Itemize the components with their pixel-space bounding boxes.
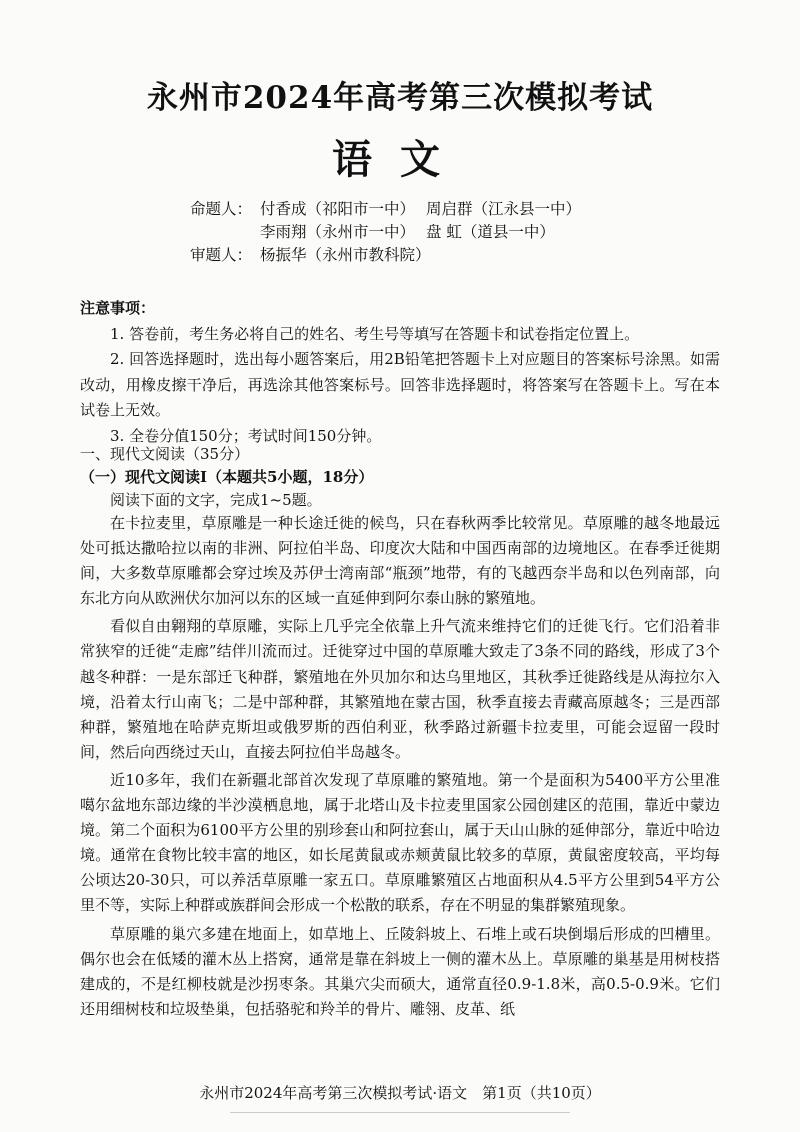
passage-paragraph: 草原雕的巢穴多建在地面上，如草地上、丘陵斜坡上、石堆上或石块倒塌后形成的凹槽里。偶尔也会在低矮的灌木丛上搭窝，通常是靠在斜坡上一侧的灌木丛上。草原雕的巢基是用树枝搭建成的，不是红柳枝就是沙拐枣条。其巢穴尖而硕大，通常直径0.9-1.8米，高0.5-0.9米。它们还用细树枝和垃圾垫巢，包括骆驼和羚羊的骨片、雕翎、皮革、纸 (80, 924, 720, 1018)
notice-item: 2. 回答选择题时，选出每小题答案后，用2B铅笔把答题卡上对应题目的答案标号涂黑。如需改动，用橡皮擦干净后，再选涂其他答案标号。回答非选择题时，将答案写在答题卡上。写在本试卷上无效。 (80, 350, 720, 419)
section-subtitle: （一）现代文阅读Ⅰ（本题共5小题，18分） (80, 468, 374, 486)
setter-name: 李雨翔（永州市一中） (260, 223, 416, 241)
setter-label: 命题人： (190, 200, 253, 218)
scan-divider (230, 1112, 570, 1113)
subject-title: 语文 (332, 136, 468, 183)
reading-passage (80, 511, 720, 1025)
notice-item: 1. 答卷前，考生务必将自己的姓名、考生号等填写在答题卡和试卷指定位置上。 (110, 324, 640, 343)
reviewer-label: 审题人： (190, 246, 253, 264)
authors-block (190, 198, 750, 267)
passage-paragraph: 看似自由翱翔的草原雕，实际上几乎完全依靠上升气流来维持它们的迁徙飞行。它们沿着非常狭窄的迁徙“走廊”结伴川流而过。迁徙穿过中国的草原雕大致走了3条不同的路线，形成了3个越冬种群：一是东部迁飞种群，繁殖地在外贝加尔和达乌里地区，其秋季迁徙路线是从海拉尔入境，沿着太行山南飞；二是中部种群，其繁殖地在蒙古国，秋季直接去青藏高原越冬；三是西部种群，繁殖地在哈萨克斯坦或俄罗斯的西伯利亚，秋季路过新疆卡拉麦里，可能会逗留一段时间，然后向西绕过天山，直接去阿拉伯半岛越冬。 (80, 617, 720, 761)
page-footer: 永州市2024年高考第三次模拟考试·语文 第1页（共10页） (199, 1084, 601, 1102)
section-header (80, 443, 720, 512)
setter-name: 盘 虹（道县一中） (426, 223, 555, 241)
exam-title: 永州市2024年高考第三次模拟考试 (146, 80, 654, 116)
setters-row-1 (190, 198, 750, 221)
passage-paragraph: 近10多年，我们在新疆北部首次发现了草原雕的繁殖地。第一个是面积为5400平方公里准噶尔盆地东部边缘的半沙漠栖息地，属于北塔山及卡拉麦里国家公园创建区的范围，靠近中蒙边境。第二个面积为6100平方公里的别珍套山和阿拉套山，属于天山山脉的延伸部分，靠近中哈边境。通常在食物比较丰富的地区，如长尾黄鼠或赤颊黄鼠比较多的草原，黄鼠密度较高，平均每公顷达20-30只，可以养活草原雕一家五口。草原雕繁殖区占地面积从4.5平方公里到54平方公里不等，实际上种群或族群间会形成一个松散的联系，存在不明显的集群繁殖现象。 (80, 770, 720, 915)
setters-row-2 (190, 221, 750, 244)
reviewer-row (190, 244, 750, 267)
notice-title: 注意事项： (80, 299, 156, 317)
setter-name: 周启群（江永县一中） (426, 200, 582, 218)
notice-block (80, 296, 720, 449)
setter-name: 付香成（祁阳市一中） (260, 200, 416, 218)
passage-paragraph: 在卡拉麦里，草原雕是一种长途迁徙的候鸟，只在春秋两季比较常见。草原雕的越冬地最远处可抵达撒哈拉以南的非洲、阿拉伯半岛、印度次大陆和中国西南部的边境地区。在春季迁徙期间，大多数草原雕都会穿过埃及苏伊士湾南部“瓶颈”地带，有的飞越西奈半岛和以色列南部，向东北方向从欧洲伏尔加河以东的区域一直延伸到阿尔泰山脉的繁殖地。 (80, 514, 720, 608)
reviewer-name: 杨振华（永州市教科院） (260, 246, 431, 264)
section-instruction: 阅读下面的文字，完成1~5题。 (110, 491, 322, 509)
section-title: 一、现代文阅读（35分） (80, 445, 250, 463)
notice-item: 3. 全卷分值150分；考试时间150分钟。 (110, 426, 382, 445)
